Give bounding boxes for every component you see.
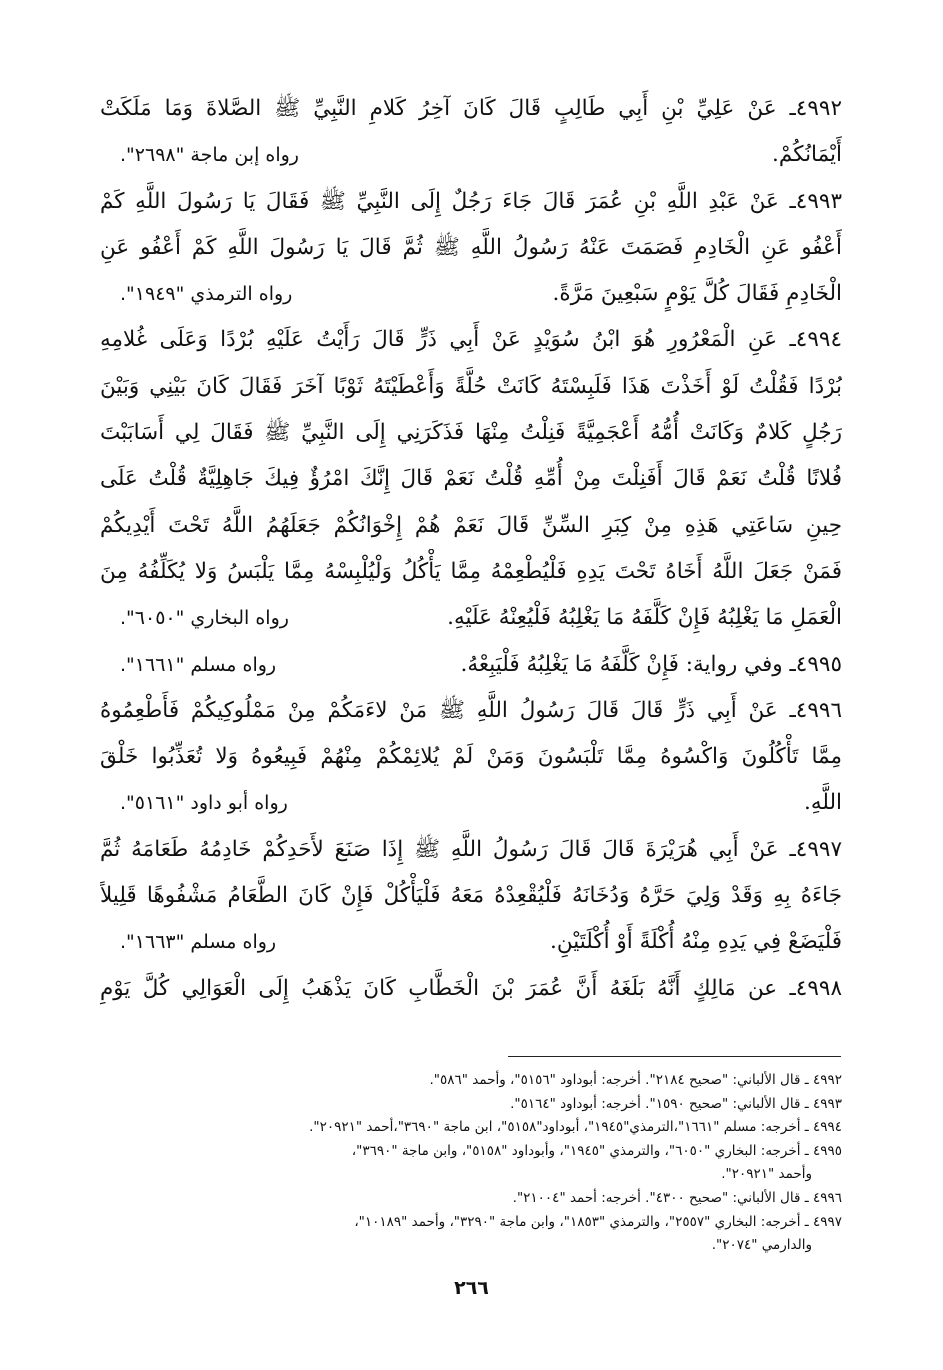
hadith-text: اللَّهِ. [803,790,842,816]
hadith-text-body [100,86,842,1012]
footnote-line: ٤٩٩٥ ـ أخرجه: البخاري "٦٠٥٠"، والترمذي "١٩٤٥"، وأبوداود "٥١٥٨"، وابن ماجة "٣٦٩٠"، [351,1142,842,1159]
hadith-line: ٤٩٩٦ـ عَنْ أَبِي ذَرٍّ قَالَ قَالَ رَسُولُ اللَّهِ ﷺ مَنْ لاءَمَكُمْ مِنْ مَمْلُوكِيكُمْ فَأَطْعِمُوهُ [100,697,842,723]
hadith-source: رواه الترمذي "١٩٤٩". [120,283,293,306]
hadith-text: أَيْمَانُكُمْ. [772,142,842,168]
footnotes-section [128,1069,842,1258]
hadith-line: ٤٩٩٨ـ عن مَالِكٍ أَنَّهُ بَلَغَهُ أَنَّ عُمَرَ بْنَ الْخَطَّابِ كَانَ يَذْهَبُ إِلَى الْعَوَالِي كُلَّ يَوْمِ [100,975,842,1001]
hadith-line [100,642,842,688]
footnote-separator [508,1056,841,1057]
hadith-text: فَلْيَضَعْ فِي يَدِهِ مِنْهُ أُكْلَةً أَوْ أُكْلَتَيْنِ. [550,929,842,955]
hadith-line: بُرْدًا فَقُلْتُ لَوْ أَخَذْتَ هَذَا فَلَبِسْتَهُ كَانَتْ حُلَّةً وَأَعْطَيْتَهُ ثَوْبًا آخَرَ فَقَالَ كَانَ بَيْنِي وَبَيْنَ [100,373,842,399]
hadith-line: ٤٩٩٧ـ عَنْ أَبِي هُرَيْرَةَ قَالَ قَالَ رَسُولُ اللَّهِ ﷺ إِذَا صَنَعَ لأَحَدِكُمْ خَادِمُهُ طَعَامَهُ ثُمَّ [100,836,842,862]
hadith-line: فَمَنْ جَعَلَ اللَّهُ أَخَاهُ تَحْتَ يَدِهِ فَلْيُطْعِمْهُ مِمَّا يَأْكُلُ وَلْيُلْبِسْهُ مِمَّا يَلْبَسُ وَلا يُكَلِّفُهُ مِنَ [100,558,842,584]
hadith-source: رواه مسلم "١٦٦٣". [120,931,277,954]
footnote-line: ٤٩٩٢ ـ قال الألباني: "صحيح ٢١٨٤". أخرجه: أبوداود "٥١٥٦"، وأحمد "٥٨٦". [429,1072,842,1088]
hadith-line: فُلانًا قُلْتُ نَعَمْ قَالَ أَفَنِلْتَ مِنْ أُمِّهِ قُلْتُ نَعَمْ قَالَ إِنَّكَ امْرُؤٌ فِيكَ جَاهِلِيَّةٌ قُلْتُ عَلَى [100,466,842,492]
hadith-line [100,919,842,965]
page-number: ٢٦٦ [454,1277,489,1299]
hadith-line: رَجُلٍ كَلامٌ وَكَانَتْ أُمُّهُ أَعْجَمِيَّةً فَنِلْتُ مِنْهَا فَذَكَرَنِي إِلَى النَّبِيِّ ﷺ فَقَالَ لِي أَسَابَبْتَ [100,420,842,446]
hadith-line [100,595,842,641]
hadith-line: ٤٩٩٤ـ عَنِ الْمَعْرُورِ هُوَ ابْنُ سُوَيْدٍ عَنْ أَبِي ذَرٍّ قَالَ رَأَيْتُ عَلَيْهِ بُرْدًا وَعَلَى غُلامِهِ [100,327,842,353]
hadith-line [100,132,842,178]
footnote-line: وأحمد "٢٠٩٢١". [721,1166,812,1183]
hadith-line: ٤٩٩٣ـ عَنْ عَبْدِ اللَّهِ بْنِ عُمَرَ قَالَ جَاءَ رَجُلٌ إِلَى النَّبِيِّ ﷺ فَقَالَ يَا رَسُولَ اللَّهِ كَمْ [100,188,842,214]
hadith-text: ٤٩٩٥ـ وفي رواية: فَإِنْ كَلَّفَهُ مَا يَغْلِبُهُ فَلْيَبِعْهُ. [460,651,842,677]
hadith-line: حِينِ سَاعَتِي هَذِهِ مِنْ كِبَرِ السِّنِّ قَالَ نَعَمْ هُمْ إِخْوَانُكُمْ جَعَلَهُمُ اللَّهُ تَحْتَ أَيْدِيكُمْ [100,512,842,538]
footnote-line: ٤٩٩٧ ـ أخرجه: البخاري "٢٥٥٧"، والترمذي "١٨٥٣"، وابن ماجة "٣٢٩٠"، وأحمد "١٠١٨٩"، [354,1213,842,1230]
footnote-line: ٤٩٩٤ ـ أخرجه: مسلم "١٦٦١"،الترمذي"١٩٤٥"، أبوداود"٥١٥٨"، ابن ماجة "٣٦٩٠"،أحمد "٢٠٩٢١". [309,1119,842,1136]
hadith-line: جَاءَهُ بِهِ وَقَدْ وَلِيَ حَرَّهُ وَدُخَانَهُ فَلْيُقْعِدْهُ مَعَهُ فَلْيَأْكُلْ فَإِنْ كَانَ الطَّعَامُ مَشْفُوهًا قَلِيلاً [100,883,842,909]
hadith-line [100,271,842,317]
hadith-line: أَعْفُو عَنِ الْخَادِمِ فَصَمَتَ عَنْهُ رَسُولُ اللَّهِ ﷺ ثُمَّ قَالَ يَا رَسُولَ اللَّهِ كَمْ أَعْفُو عَنِ [100,234,842,260]
footnote-line: ٤٩٩٣ ـ قال الألباني: "صحيح ١٥٩٠". أخرجه: أبوداود "٥١٦٤". [510,1095,842,1112]
footnote-line: ٤٩٩٦ ـ قال الألباني: "صحيح ٤٣٠٠". أخرجه: أحمد "٢١٠٠٤". [512,1189,842,1206]
hadith-source: رواه أبو داود "٥١٦١". [120,792,288,815]
hadith-text: الْخَادِمِ فَقَالَ كُلَّ يَوْمٍ سَبْعِينَ مَرَّةً. [552,281,842,307]
hadith-source: رواه إبن ماجة "٢٦٩٨". [120,144,299,167]
hadith-line: مِمَّا تَأْكُلُونَ وَاكْسُوهُ مِمَّا تَلْبَسُونَ وَمَنْ لَمْ يُلائِمْكُمْ مِنْهُمْ فَبِيعُوهُ وَلا تُعَذِّبُوا خَلْقَ [100,744,842,770]
footnote-line: والدارمي "٢٠٧٤". [711,1237,812,1254]
hadith-line: ٤٩٩٢ـ عَنْ عَلِيِّ بْنِ أَبِي طَالِبٍ قَالَ كَانَ آخِرُ كَلامِ النَّبِيِّ ﷺ الصَّلاةَ وَمَا مَلَكَتْ [100,96,842,121]
hadith-text: الْعَمَلِ مَا يَغْلِبُهُ فَإِنْ كَلَّفَهُ مَا يَغْلِبُهُ فَلْيُعِنْهُ عَلَيْهِ. [447,605,842,631]
hadith-source: رواه البخاري "٦٠٥٠". [120,607,289,630]
hadith-source: رواه مسلم "١٦٦١". [120,653,277,676]
hadith-line [100,780,842,826]
